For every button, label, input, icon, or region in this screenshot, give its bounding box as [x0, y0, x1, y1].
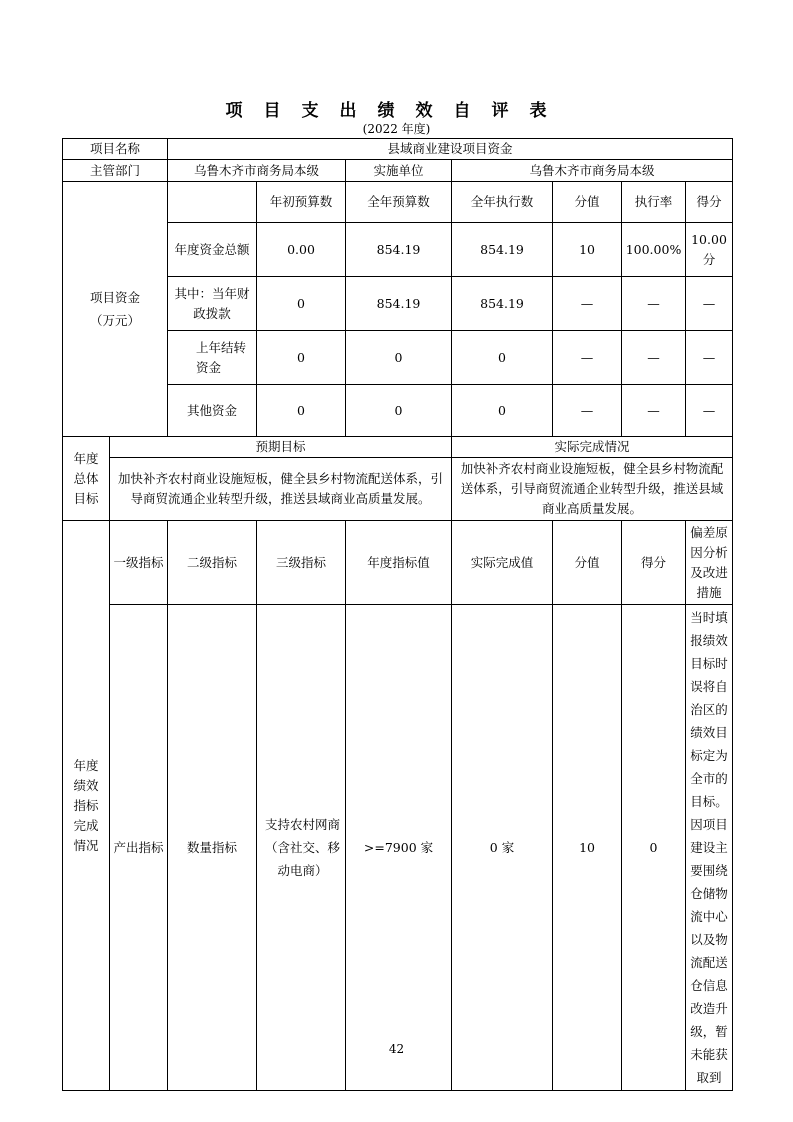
goals-expected-text: 加快补齐农村商业设施短板，健全县乡村物流配送体系，引导商贸流通企业转型升级，推送县域商业高质量发展。	[110, 458, 452, 521]
indicator-target: >=7900 家	[346, 605, 452, 1091]
funds-header-executed: 全年执行数	[452, 182, 553, 223]
project-name-label: 项目名称	[63, 139, 168, 160]
indicators-section-label: 年度 绩效 指标 完成 情况	[63, 521, 110, 1091]
goals-expected-header: 预期目标	[110, 437, 452, 458]
dept-value: 乌鲁木齐市商务局本级	[168, 160, 346, 182]
impl-label: 实施单位	[346, 160, 452, 182]
document-title: 项目支出绩效自评表	[225, 101, 568, 121]
funds-cell: 0	[257, 277, 346, 331]
indicator-level1: 产出指标	[110, 605, 168, 1091]
funds-row-label: 上年结转资金	[168, 331, 257, 385]
goals-actual-header: 实际完成情况	[452, 437, 733, 458]
funds-cell: —	[686, 277, 733, 331]
funds-row-label: 年度资金总额	[168, 223, 257, 277]
funds-cell: 10	[553, 223, 622, 277]
funds-cell: 0	[452, 385, 553, 437]
funds-cell: —	[622, 331, 686, 385]
project-name-value: 县域商业建设项目资金	[168, 139, 733, 160]
funds-cell: 0	[346, 331, 452, 385]
funds-header-score: 得分	[686, 182, 733, 223]
funds-cell: —	[622, 385, 686, 437]
funds-cell: 0	[257, 385, 346, 437]
indicator-level2: 数量指标	[168, 605, 257, 1091]
document-year: (2022 年度)	[362, 122, 431, 136]
funds-cell: 0	[452, 331, 553, 385]
funds-row-label: 其中：当年财政拨款	[168, 277, 257, 331]
funds-row-label: 其他资金	[168, 385, 257, 437]
funds-header-rate: 执行率	[622, 182, 686, 223]
indicator-analysis: 当时填报绩效目标时误将自治区的绩效目标定为全市的目标。因项目建设主要围绕仓储物流中心以及物流配送仓信息改造升级，暂未能获取到	[686, 605, 733, 1091]
funds-cell: 0	[346, 385, 452, 437]
funds-cell: —	[553, 331, 622, 385]
funds-cell: —	[553, 277, 622, 331]
indicator-header-level1: 一级指标	[110, 521, 168, 605]
funds-cell: 0	[257, 331, 346, 385]
funds-header-blank	[168, 182, 257, 223]
funds-cell: 10.00 分	[686, 223, 733, 277]
funds-header-annual: 全年预算数	[346, 182, 452, 223]
indicator-level3: 支持农村网商（含社交、移动电商）	[257, 605, 346, 1091]
indicator-actual: 0 家	[452, 605, 553, 1091]
funds-cell: 854.19	[346, 223, 452, 277]
funds-cell: 100.00%	[622, 223, 686, 277]
funds-cell: 854.19	[452, 277, 553, 331]
funds-label: 项目资金 （万元）	[63, 182, 168, 437]
funds-cell: 854.19	[346, 277, 452, 331]
funds-cell: —	[686, 331, 733, 385]
performance-table	[62, 138, 733, 1091]
indicator-header-analysis: 偏差原因分析及改进措施	[686, 521, 733, 605]
indicator-score: 0	[622, 605, 686, 1091]
funds-cell: 854.19	[452, 223, 553, 277]
indicator-header-level3: 三级指标	[257, 521, 346, 605]
goals-actual-text: 加快补齐农村商业设施短板，健全县乡村物流配送体系，引导商贸流通企业转型升级，推送县域商业高质量发展。	[452, 458, 733, 521]
goals-label: 年度 总体 目标	[63, 437, 110, 521]
funds-header-score-value: 分值	[553, 182, 622, 223]
funds-cell: —	[686, 385, 733, 437]
indicator-header-score: 得分	[622, 521, 686, 605]
indicator-header-score-value: 分值	[553, 521, 622, 605]
funds-header-initial: 年初预算数	[257, 182, 346, 223]
impl-value: 乌鲁木齐市商务局本级	[452, 160, 733, 182]
indicator-score-value: 10	[553, 605, 622, 1091]
funds-cell: 0.00	[257, 223, 346, 277]
dept-label: 主管部门	[63, 160, 168, 182]
funds-cell: —	[622, 277, 686, 331]
funds-cell: —	[553, 385, 622, 437]
indicator-header-target: 年度指标值	[346, 521, 452, 605]
indicator-header-level2: 二级指标	[168, 521, 257, 605]
page-number: 42	[388, 1042, 405, 1056]
indicator-header-actual: 实际完成值	[452, 521, 553, 605]
